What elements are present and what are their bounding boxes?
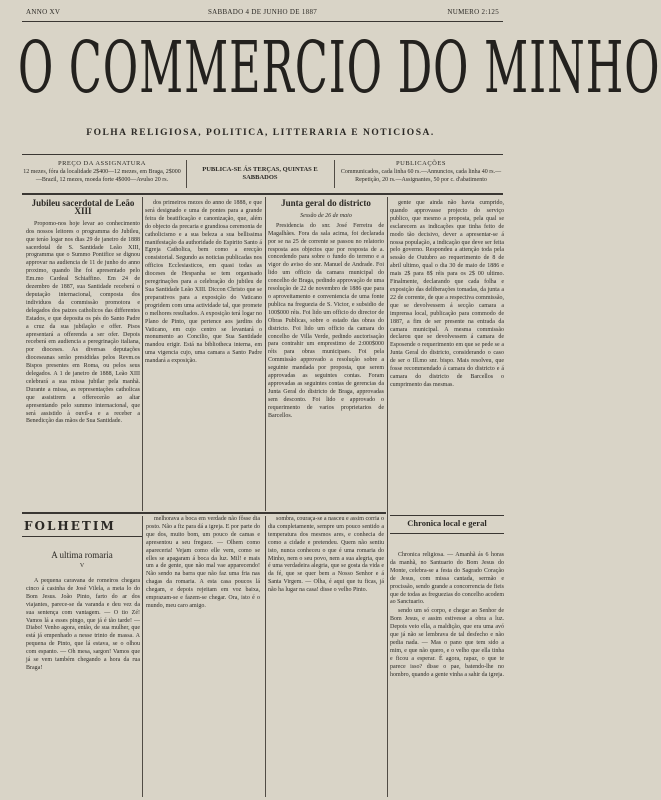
article-title: Junta geral do districto [281,198,371,208]
volume-number: ANNO XV [26,8,61,16]
newspaper-subtitle: FOLHA RELIGIOSA, POLITICA, LITTERARIA E NOTICIOSA. [86,128,435,138]
chronica-rule [390,515,504,516]
chronica-section [390,513,504,553]
issue-line [26,8,499,20]
article-column [26,200,140,508]
publications-heading: PUBLICAÇÕES [396,160,446,167]
article-text: Propomo-nos hoje levar ao conhecimento dos nossos leitores o programma do Jubileu, que teráo logar nos dias 29 de janeiro de 1888 sacerdotal de S. Santidade Leão XIII, programma que o Summo Pontifice se dignou approvar na audiencia de 11 de junho do anno proximo, quando lhe foi apresentado pelo Em.mo Cardeal Schiaffino. Em 24 de dezembro de 1887, sua Santidade receberá o deputação internacional, composta dos individuos da commissão promotora e delegados dos paizes catholicos das differentes Estados, e que deposita os pés do Santo Padre a cruz da sua jubilação e offer. Pisos apresentará a offerenda a ser ofer. Depois receberá em audiencia a peregrinação italiana, por dioceses. As diversas deputações dioceseanas serão presididas pelos Revm.os Bispos presentes em Roma, ou pelos seus delegados. A 1 de janeiro de 1888, Leão XIII celebrará a sua missa jubilar pela manhã. Durante a missa, as representações catholicas que assistirem a offerecerão ao altar apresentando pelo summo internacional, que será assistido à ouvil-a e a receber a Benedicção das mãos de Sua Santidade. [26,220,140,425]
article-column [268,200,384,508]
serial-text: sendo um só corpo, e chegar ao Senhor de Bom Jesus, e assim estivesse a obra a luz. Depois veio ella, a maldição, que era uma avó que já não se lembrava de tal desfecho e não pedia nada. — Mas o pano que tem sido a mim, e que não quero, e o velho que ella tinha e ficou a esperar. É agora, rapaz, o que te parece isso? disse o pae, batendo-lhe no hombro, quando a gente vinha a sahir da igreja. [390,608,504,678]
article-column [145,200,262,508]
serial-column [268,516,384,795]
subscription-text: 12 mezes, fóra da localidade 2$400—12 mezes, em Braga, 2$000—Brazil, 12 mezes, moeda forte 4$000—Avulso 20 rs. [23,169,181,183]
chronica-title: Chronica local e geral [407,518,487,528]
top-rule [22,21,503,22]
serial-text: melhorava a boca em verdade não fôsse dia posto. Não a fiz para dá a igreja. E por parte do que dos, muito bom, um pouco de camas e apresentou a seu freguez. — Olhem como apareceria! Vejam como elle vem, como se elles se apagaram á boca da luz. Mil! e mais um a de gente, que não mal vae apparecendo! Não sendo na barra que não faz uma fria nas chagas da romaria. A esta casa poucos lá chegam, e depois rejeitam em voz baixa, emprazam-se e fazem-se chegar. Ora, isto é o mundo, meu caro amigo. [146,516,260,609]
issue-number: NUMERO 2:125 [447,8,499,16]
issue-date: SABBADO 4 DE JUNHO DE 1887 [207,8,318,16]
article-title: Jubileu sacerdotal de Leão XIII [31,198,135,216]
serial-column [26,578,140,798]
newspaper-title: O COMMERCIO DO MINHO [18,27,661,111]
article-text: gente que ainda não havia cumprido, quando approvasse projecto do serviço publico, que mesmo a proposta, pela qual se esclarecem as indicações que tinha feito de modo tão decisivo, dever a apresentar-se á nossa população, a indicação que deve ser feita pelo governo. Respondeu a attenção toda pela sessão de Outubro ao requerimento de 8 de abril ultimo, qual o dia 30 de maio de 1886 e mais 2$ para 8$ réis para os 2$ 00 ultimo. Finalmente, declarando que cada folha e exposição das deliberações tomadas, da junta a 22 de corrente, de que a respectiva commissão, que se devolvessem á secção camara a imprensa local, publicação para commodo de 1887, a fim de ser presente na entrada da camara municipal. A mesma commissão declarou que se devolvessem á camara de Esposende o requerimento em que se pede se a Junta Geral do districto, considerando o caso de ser o Ill.mo snr. bispo. Mais resolveu, que fosse recommendado á camara do districto e á camara do districto de Barcellos o cumprimento das mesmas. [390,200,504,388]
folhetim-label: FOLHETIM [24,519,116,533]
info-divider [186,160,187,188]
serial-title: A ultima romaria [51,550,113,560]
info-rule [22,193,503,195]
info-divider [334,160,335,188]
column-divider [265,197,266,511]
article-subtitle: Sessão de 26 de maio [300,212,352,219]
column-divider [142,197,143,511]
article-text: Presidencia do snr. José Ferreira de Magalhães. Fora da sala acima, foi declarada por se na 25 de corrente se passou no relatorio resposta aos objectos que por resposta de a. concedendo para sobre o fundo do terreno e a vigor do aviso do snr. Manuel de Andrade. Foi lido um officio da camara municipal do concelho de Braga, pedindo approvação de uma resolução de 22 de novembro de 1886 que para o aproveitamento e conveniencia de uma fonte publica na freguezia de S. Victor, e subsidio de 100$000 réis. Foi lido um officio do director de Obras Publicas, sobre o estado das obras do districto. Foi lido um officio da camara do concelho de Villa Verde, pedindo auctorisação para contrahir um emprestimo de 2:000$000 réis para obras municipaes. Foi pela Commissão approvado a resolução sobre a seguinte mandada por proposta, que serem approvadas as seguintes contas. Foram approvadas as seguintes contas de gerencias da Junta Geral do districto de Braga, approvadas sem desconto. Foi lido e approvado o requerimento de varios proprietarios de Barcellos. [268,222,384,419]
publication-days: PUBLICA-SE ÁS TERÇAS, QUINTAS E SABBADOS [202,166,318,181]
subscription-heading: PREÇO DA ASSIGNATURA [57,160,147,167]
column-divider [142,516,143,797]
subscription-info [22,160,182,190]
article-text: dos primeiros mezes do anno de 1888, e que será designado e uma de pontes para a grande feira de beatificação e canonização, que, além do objecto da precaria e grandiosa ceremonia de catholicismo e a sua beleza a sua bellissima manifestação da authoridade do Espirito Santo á Egreja Catholica, bem como a erecção consistorial. Segundo as noticias publicadas nos officios Ecclesiasticos, em quasi todas as dioceses de Hespanha se tem organisado peregrinações para a celebração do jubileu de Sua Santidade Leão XIII. Diccon Christo que se preparativos para a exposição do Vaticano progridem com uma actividade tal, que promete o melhores resultados. A exposição terá logar no Plano de Pinto, que pertence aos jardins do Vaticano, em cujo centro se levantará o monumento ao Concilio, que Sua Santidade mandou erigir. Está na bibliotheca interna, em uma vigencia cujo, uma camara a Santo Padre mandará a exposição. [145,200,262,365]
serial-text: sombra, couraça-se a nasceu e assim corria o dia completamente, sempre um pouco sentido a temperatura dos mesmos ares, e conhecia de como a cidade e pretendeu. Quem não sentiu isto, nunca conheceu o que é uma romaria do Minho, nem o seu povo, nem a sua alegria, que é uma verdadeira alegria, que se gosta da vida e da fé, que se quer bem a Nosso Senhor e á Santa Virgem. — Olha, é aqui que tu ficas, já não ha lugar na casa! disse o velho Pinto. [268,516,384,594]
publications-text: Communicados, cada linha 60 rs.—Annuncios, cada linha 40 rs.—Repetição, 20 rs.—Assignantes, 50 por c. d'abatimento [340,169,502,183]
serial-chapter: V [79,563,85,569]
folhetim-underline [22,536,142,537]
masthead-rule [22,154,503,155]
publications-info [338,160,504,190]
chronica-text: Chronica religiosa. — Amanhã ás 6 horas da manhã, no Santuario do Bom Jesus do Monte, celebra-se a festa do Sagrado Coração de Jesus, com missa cantada, sermão e procissão, sendo grande a concorrencia de fieis que de todas as freguezias do concelho acodem ao Sanctuario. [390,552,504,606]
serial-column [146,516,260,795]
column-divider [265,516,266,797]
column-divider [387,197,388,797]
serial-text: A pequena caravana de romeiros chegara cinco á casinha de José Vilela, a meia lo do Bom Jesus. João Pinto, farto do ar dos viajantes, parece-se da varanda e deu vez da sua sentença com vantagem. — O tio Zé! Vamos lá a esses pingo, que já é tão tarde! — Diabo! Venho agora, então, de sua mulher, que está já empenhado a nesse trinto de massa. A pequena de Pinto, que lá estava, se o olhou com espanto. — Oh mesa, sargon! Vamos que já se vem também chegando a hora da rua Braga! [26,578,140,671]
chronica-rule [390,533,504,534]
folhetim-rule [22,512,386,514]
serial-column [390,552,504,795]
article-column [390,200,504,508]
